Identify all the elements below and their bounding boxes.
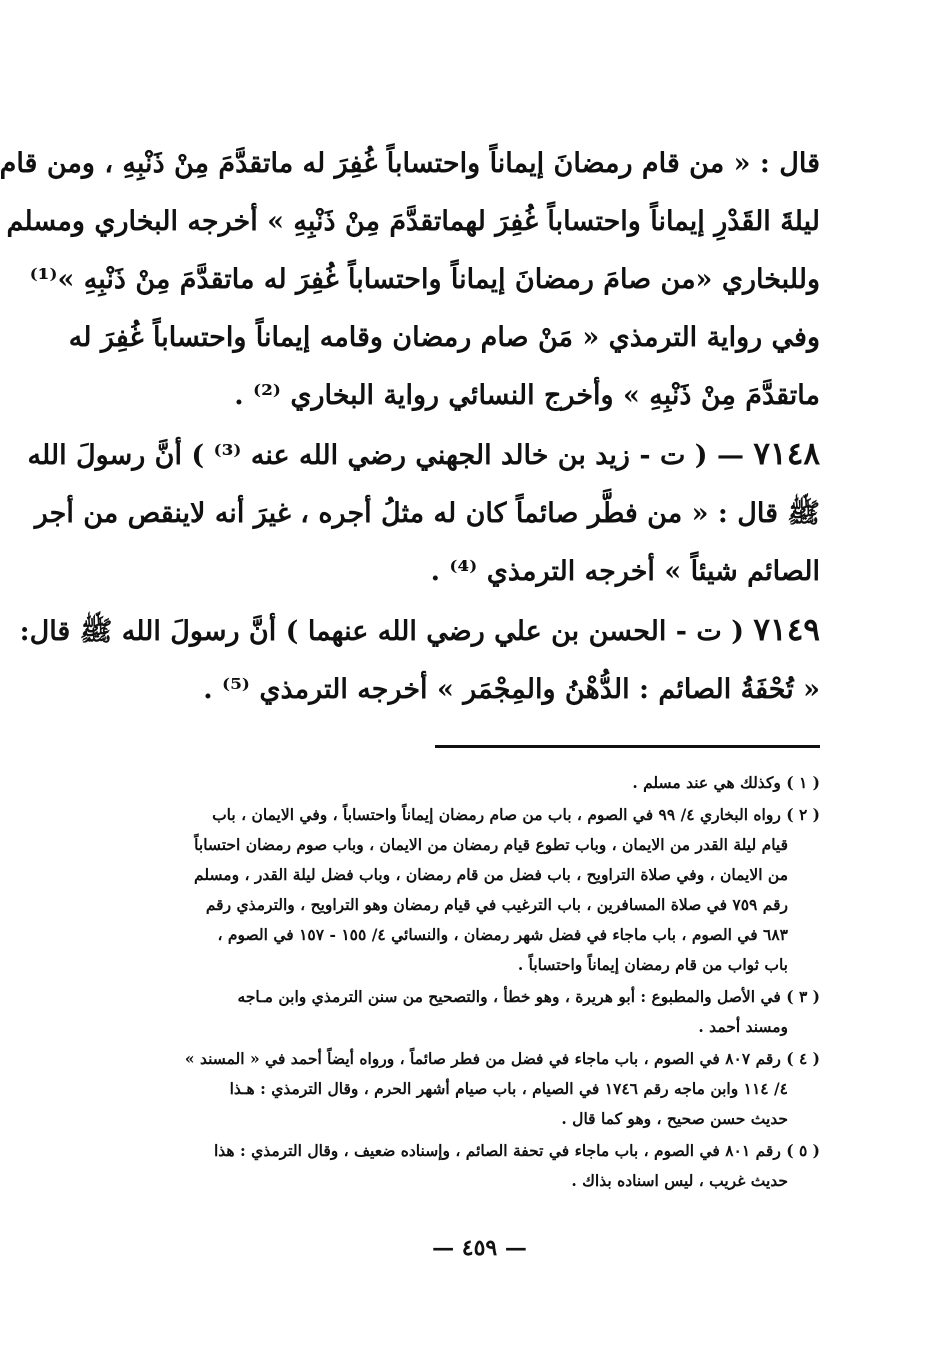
hadith-text: — ( ت - زيد بن خالد الجهني رضي الله عنه ⁽³⁾ ) أنَّ رسولَ الله (27, 440, 744, 471)
footnote-line: قيام ليلة القدر من الايمان ، وباب تطوع قيام رمضان من الايمان ، وباب صوم رمضان احتساباً (194, 835, 788, 854)
footnote-1 (120, 768, 820, 798)
footnote-line: حديث غريب ، ليس اسناده بذاك . (571, 1171, 788, 1190)
text-line: ليلةَ القَدْرِ إيماناً واحتساباً غُفِرَ لهماتقدَّمَ مِنْ ذَنْبِهِ » أخرجه البخاري ومسلم (6, 206, 820, 237)
text-line: ﷺ قال : « من فطَّر صائماً كان له مثلُ أجره ، غيرَ أنه لاينقص من أجر (34, 498, 820, 529)
footnotes (120, 768, 820, 1198)
footnote-line: ( ١ ) وكذلك هي عند مسلم . (632, 773, 820, 792)
text-line: ماتقدَّمَ مِنْ ذَنْبِهِ » وأخرج النسائي رواية البخاري ⁽²⁾ . (234, 380, 820, 411)
footnote-line: باب ثواب من قام رمضان إيماناً واحتساباً . (517, 955, 788, 974)
footnote-line: من الايمان ، وفي صلاة التراويح ، باب فضل من قام رمضان ، وباب فضل ليلة القدر ، ومسلم (194, 865, 788, 884)
hadith-number: ٧١٤٩ (753, 612, 820, 648)
hadith-number: ٧١٤٨ (753, 436, 820, 472)
hadith-text: ( ت - الحسن بن علي رضي الله عنهما ) أنَّ رسولَ الله ﷺ قال: (19, 616, 754, 647)
footnote-line: ( ٢ ) رواه البخاري ٤/ ٩٩ في الصوم ، باب من صام رمضان إيماناً واحتساباً ، وفي الايمان ، باب (212, 805, 820, 824)
footnote-line: ٦٨٣ في الصوم ، باب ماجاء في فضل شهر رمضان ، والنسائي ٤/ ١٥٥ - ١٥٧ في الصوم ، (217, 925, 788, 944)
footnote-3 (120, 982, 820, 1042)
footnote-line: ٤/ ١١٤ وابن ماجه رقم ١٧٤٦ في الصيام ، باب صيام أشهر الحرم ، وقال الترمذي : هـذا (229, 1079, 788, 1098)
footnote-4 (120, 1044, 820, 1134)
footnote-5 (120, 1136, 820, 1196)
footnote-2 (120, 800, 820, 980)
footnote-line: رقم ٧٥٩ في صلاة المسافرين ، باب الترغيب في قيام رمضان وهو التراويح ، والترمذي رقم (205, 895, 788, 914)
hadith-7149-line (19, 601, 820, 661)
text-line: قال : « من قام رمضانَ إيماناً واحتساباً غُفِرَ له ماتقدَّمَ مِنْ ذَنْبِهِ ، ومن قام (0, 148, 820, 179)
page-number: — ٤٥٩ — (432, 1235, 527, 1261)
footnote-divider (435, 745, 820, 748)
text-line: « تُحْفَةُ الصائم : الدُّهْنُ والمِجْمَر » أخرجه الترمذي ⁽⁵⁾ . (203, 674, 820, 705)
main-text (0, 135, 820, 719)
hadith-7148-line (27, 425, 820, 485)
footnote-line: حديث حسن صحيح ، وهو كما قال . (561, 1109, 788, 1128)
text-line: وللبخاري «من صامَ رمضانَ إيماناً واحتساباً غُفِرَ له ماتقدَّمَ مِنْ ذَنْبِهِ »⁽¹⁾ (29, 264, 820, 295)
footnote-line: ( ٤ ) رقم ٨٠٧ في الصوم ، باب ماجاء في فضل من فطر صائماً ، ورواه أيضاً أحمد في « المسند » (184, 1049, 820, 1068)
footnote-line: ( ٥ ) رقم ٨٠١ في الصوم ، باب ماجاء في تحفة الصائم ، وإسناده ضعيف ، وقال الترمذي : هذا (213, 1141, 820, 1160)
footnote-line: ومسند أحمد . (698, 1017, 788, 1036)
text-line: الصائم شيئاً » أخرجه الترمذي ⁽⁴⁾ . (430, 556, 820, 587)
footnote-line: ( ٣ ) في الأصل والمطبوع : أبو هريرة ، وهو خطأ ، والتصحيح من سنن الترمذي وابن مـاجه (237, 987, 820, 1006)
text-line: وفي رواية الترمذي « مَنْ صام رمضان وقامه إيماناً واحتساباً غُفِرَ له (68, 322, 820, 353)
